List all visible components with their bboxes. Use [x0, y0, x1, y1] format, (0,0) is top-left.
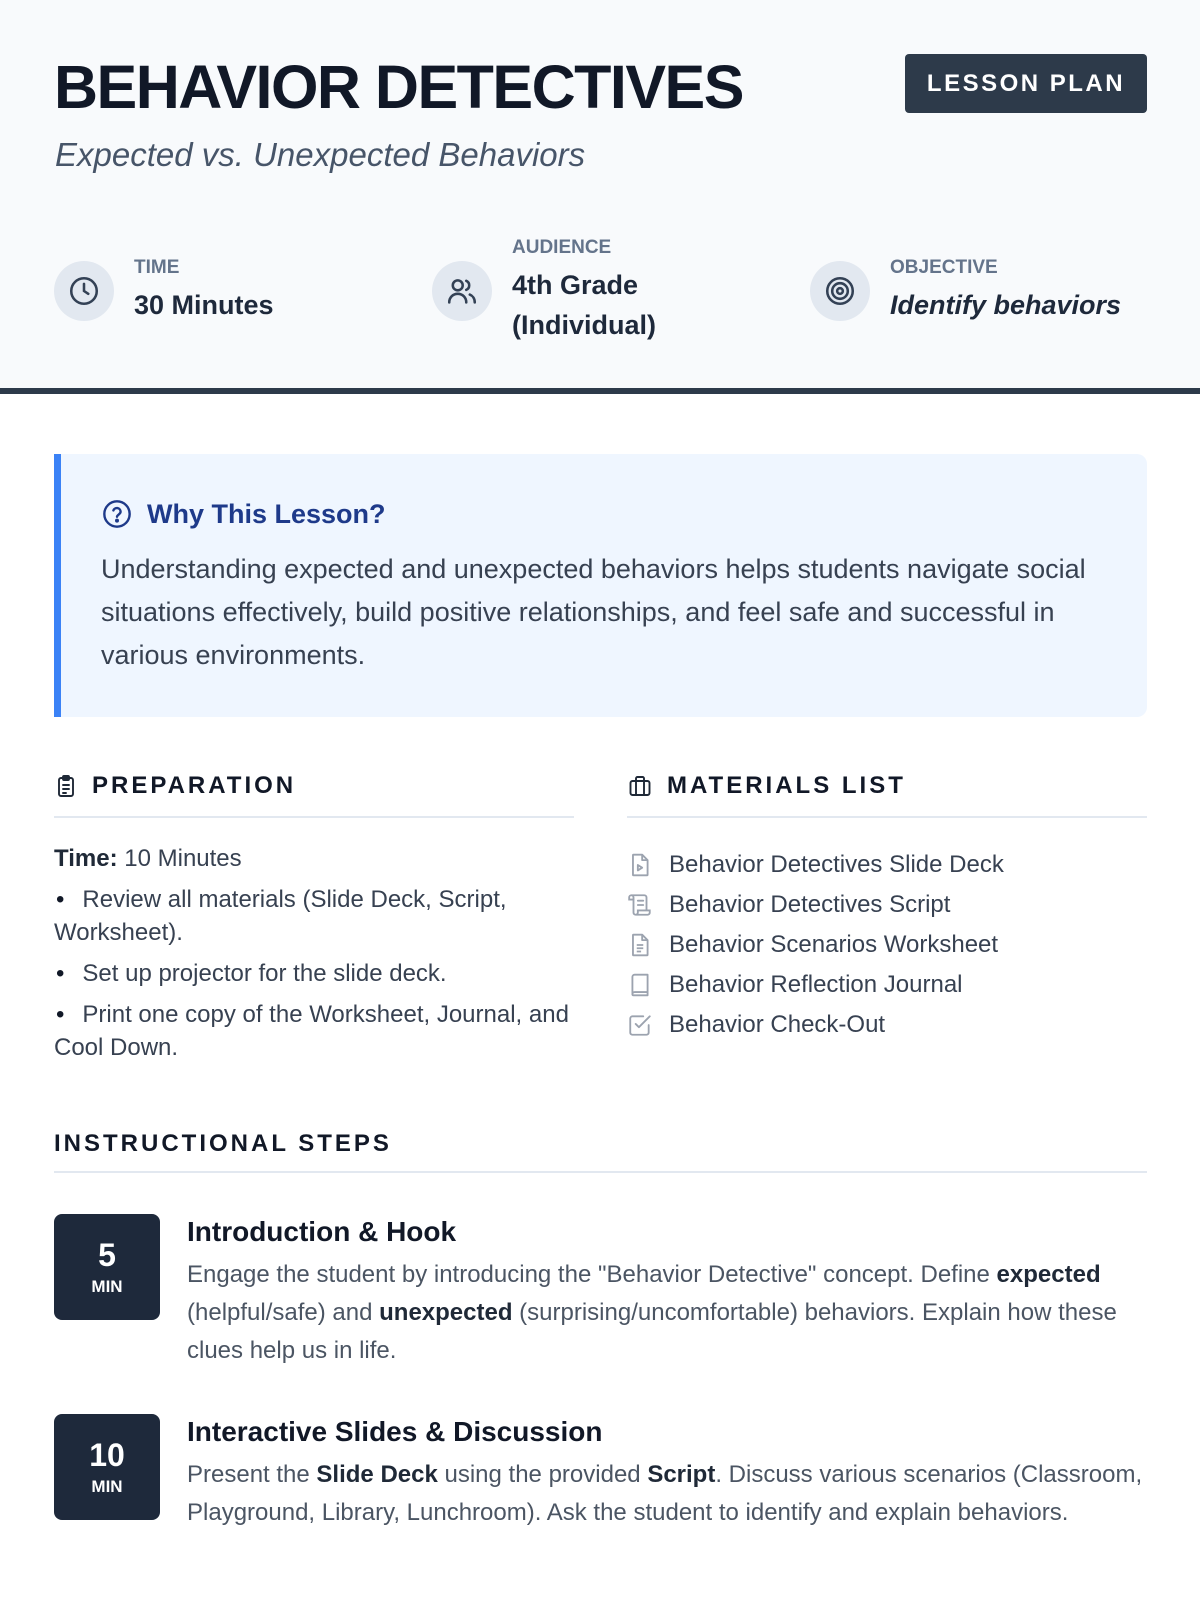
material-item[interactable]: [627, 845, 1004, 885]
materials-divider: [627, 816, 1147, 818]
meta-time: [54, 257, 274, 325]
material-item[interactable]: [627, 1005, 1004, 1045]
step-title: Interactive Slides & Discussion: [187, 1416, 603, 1447]
lesson-plan-badge: LESSON PLAN: [905, 54, 1147, 113]
meta-audience: [432, 237, 656, 345]
step-unit: MIN: [91, 1477, 123, 1496]
meta-objective: [810, 257, 1121, 325]
material-item-label: Behavior Detectives Script: [669, 891, 951, 918]
meta-audience-value-line1: 4th Grade: [512, 270, 639, 300]
instructional-steps-heading: INSTRUCTIONAL STEPS: [54, 1130, 392, 1157]
meta-audience-label: AUDIENCE: [512, 237, 612, 258]
meta-time-value: 30 Minutes: [134, 290, 274, 320]
meta-objective-label: OBJECTIVE: [890, 257, 998, 278]
step-description: Present the Slide Deck using the provided Script. Discuss various scenarios (Classroom, Playground, Library, Lunchroom). Ask the student to identify and explain behaviors.: [187, 1461, 1143, 1526]
step-minutes: 10: [89, 1437, 125, 1473]
why-text: Understanding expected and unexpected behaviors helps students navigate social situations effectively, build positive relationships, and feel safe and successful in various environments.: [101, 554, 1086, 670]
material-item[interactable]: [627, 925, 1004, 965]
material-item-label: Behavior Check-Out: [669, 1011, 886, 1038]
scroll-icon: [627, 892, 653, 918]
question-circle-icon: [101, 498, 133, 530]
document-icon: [627, 932, 653, 958]
meta-objective-value: Identify behaviors: [890, 290, 1122, 320]
checkbox-icon: [627, 1012, 653, 1038]
materials-heading: [627, 772, 906, 800]
clipboard-icon: [54, 773, 78, 799]
step-title: Introduction & Hook: [187, 1216, 457, 1247]
why-heading: Why This Lesson?: [147, 498, 386, 529]
page-subtitle: Expected vs. Unexpected Behaviors: [55, 136, 586, 173]
meta-time-label: TIME: [134, 257, 180, 278]
users-icon: [432, 261, 492, 321]
step-duration-badge: [54, 1414, 160, 1520]
material-item[interactable]: [627, 965, 1004, 1005]
meta-audience-value-line2: (Individual): [512, 310, 656, 340]
prep-item: • Print one copy of the Worksheet, Journal, and Cool Down.: [54, 998, 574, 1064]
step-description: Engage the student by introducing the "Behavior Detective" concept. Define expected (helpful/safe) and unexpected (surprising/uncomfortable) behaviors. Explain how these clues help us in life.: [187, 1261, 1117, 1364]
briefcase-icon: [627, 774, 653, 798]
materials-heading-label: MATERIALS LIST: [667, 772, 906, 799]
steps-divider: [54, 1171, 1147, 1173]
target-icon: [810, 261, 870, 321]
prep-time-label: Time:: [54, 845, 118, 872]
book-icon: [627, 972, 653, 998]
slides-file-icon: [627, 852, 653, 878]
preparation-heading: [54, 772, 296, 800]
prep-time-value: 10 Minutes: [124, 845, 242, 872]
page-header: [0, 0, 1200, 394]
clock-icon: [54, 261, 114, 321]
preparation-section: [54, 845, 574, 1072]
preparation-divider: [54, 816, 574, 818]
material-item[interactable]: [627, 885, 1004, 925]
page-title: BEHAVIOR DETECTIVES: [54, 53, 743, 121]
prep-item: • Review all materials (Slide Deck, Script, Worksheet).: [54, 883, 574, 949]
material-item-label: Behavior Detectives Slide Deck: [669, 851, 1004, 878]
step-minutes: 5: [98, 1237, 116, 1273]
materials-list: [627, 845, 1004, 1045]
material-item-label: Behavior Reflection Journal: [669, 971, 963, 998]
preparation-heading-label: PREPARATION: [92, 772, 297, 799]
step-unit: MIN: [91, 1277, 123, 1296]
material-item-label: Behavior Scenarios Worksheet: [669, 931, 999, 958]
step-duration-badge: [54, 1214, 160, 1320]
prep-item: • Set up projector for the slide deck.: [54, 957, 574, 990]
why-this-lesson-callout: [54, 454, 1147, 717]
